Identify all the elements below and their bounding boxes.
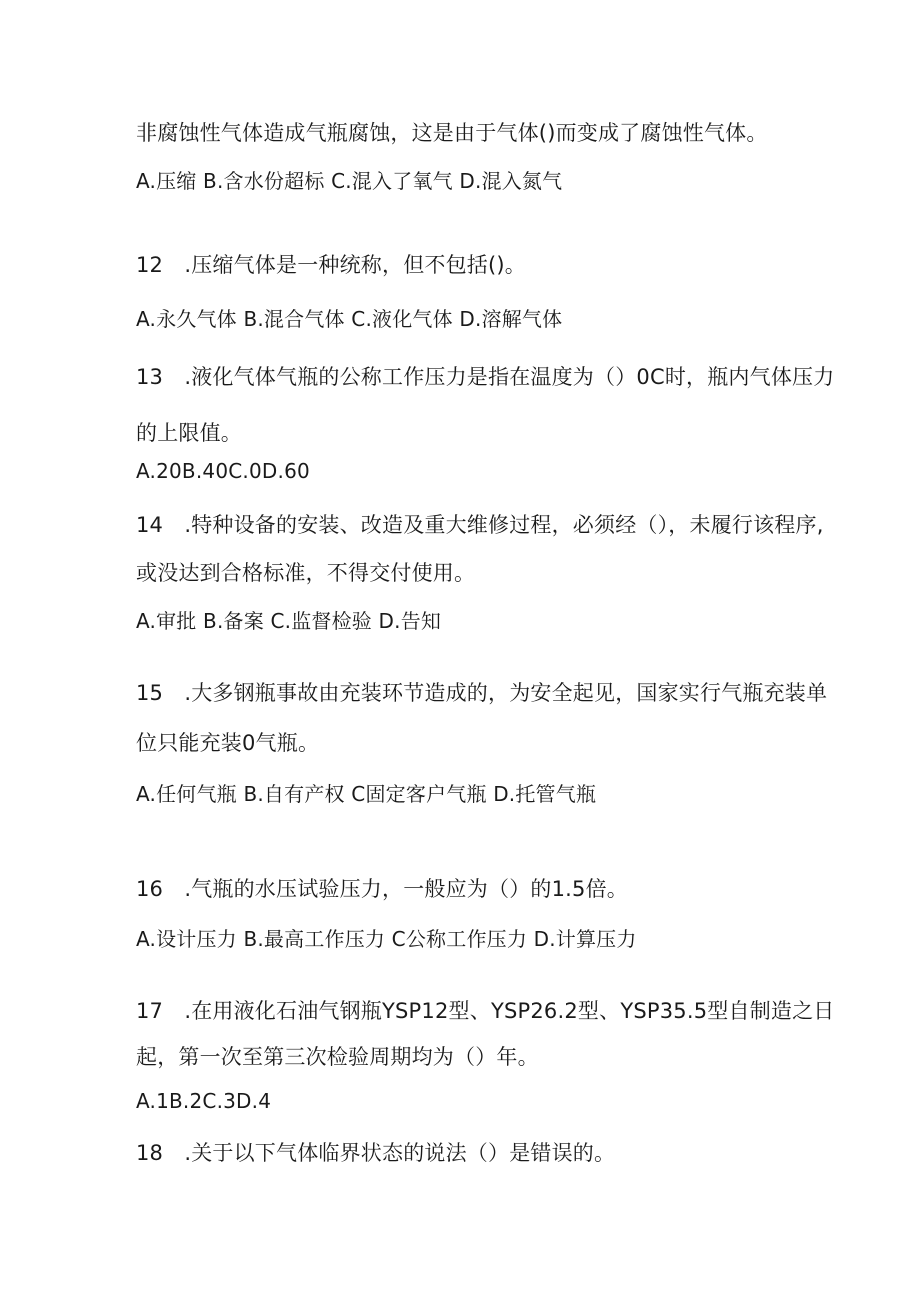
question-15-options: A.任何气瓶 B.自有产权 C固定客户气瓶 D.托管气瓶 xyxy=(136,782,597,806)
question-13-text-line2: 的上限值。 xyxy=(136,421,242,445)
question-15-text-line1: 15 .大多钢瓶事故由充装环节造成的，为安全起见，国家实行气瓶充装单 xyxy=(136,681,828,705)
question-18-text: 18 .关于以下气体临界状态的说法（）是错误的。 xyxy=(136,1141,616,1165)
question-13-text-line1: 13 .液化气体气瓶的公称工作压力是指在温度为（）0C时，瓶内气体压力 xyxy=(136,365,835,389)
question-14-text-line1: 14 .特种设备的安装、改造及重大维修过程，必须经（），未履行该程序, xyxy=(136,513,824,537)
question-11-text: 非腐蚀性气体造成气瓶腐蚀，这是由于气体()而变成了腐蚀性气体。 xyxy=(136,121,768,145)
question-16-options: A.设计压力 B.最高工作压力 C公称工作压力 D.计算压力 xyxy=(136,927,637,951)
question-12-options: A.永久气体 B.混合气体 C.液化气体 D.溶解气体 xyxy=(136,307,563,331)
question-14-options: A.审批 B.备案 C.监督检验 D.告知 xyxy=(136,609,442,633)
question-12-text: 12 .压缩气体是一种统称，但不包括()。 xyxy=(136,253,526,277)
question-14-text-line2: 或没达到合格标准，不得交付使用。 xyxy=(136,561,476,585)
question-13-options: A.20B.40C.0D.60 xyxy=(136,459,310,483)
question-15-text-line2: 位只能充装0气瓶。 xyxy=(136,731,320,755)
question-17-text-line1: 17 .在用液化石油气钢瓶YSP12型、YSP26.2型、YSP35.5型自制造之日 xyxy=(136,999,835,1023)
question-17-text-line2: 起，第一次至第三次检验周期均为（）年。 xyxy=(136,1045,539,1069)
question-17-options: A.1B.2C.3D.4 xyxy=(136,1089,272,1113)
question-11-options: A.压缩 B.含水份超标 C.混入了氧气 D.混入氮气 xyxy=(136,169,563,193)
question-16-text: 16 .气瓶的水压试验压力，一般应为（）的1.5倍。 xyxy=(136,877,628,901)
